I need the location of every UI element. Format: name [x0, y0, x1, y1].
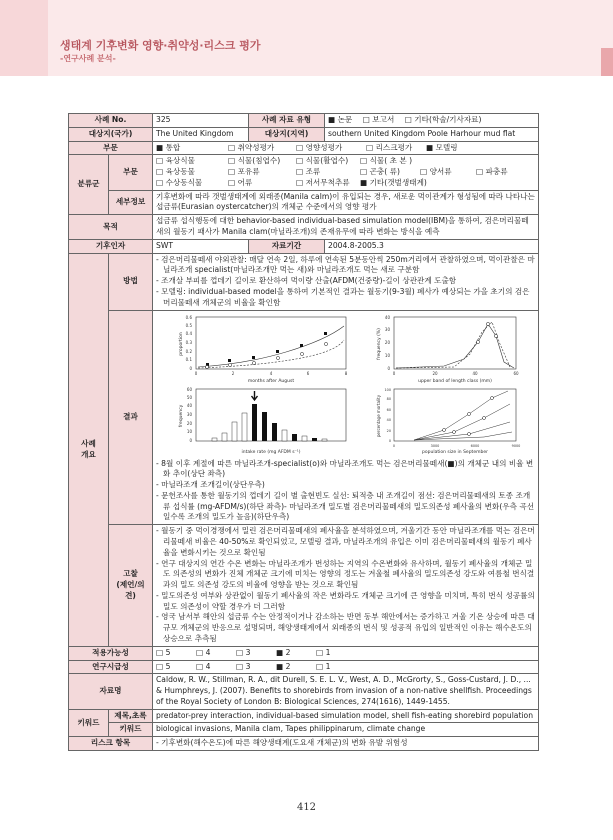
tr-ytick: 20 — [384, 339, 390, 345]
tl-ylabel: proportion — [179, 331, 184, 356]
applicability-options — [153, 646, 539, 660]
br-xlabel: population size in September — [422, 449, 488, 455]
class-opt: □ 양서류 — [420, 167, 452, 177]
header-subtitle: -연구사례 분석- — [60, 54, 116, 63]
class-opt: □ 식물( 초 본 ) — [360, 156, 413, 166]
header-accent-bar — [0, 0, 48, 76]
purpose-label: 목적 — [69, 215, 153, 240]
discussion-item: - 영국 남서부 해안의 섭금류 수는 안정적이거나 감소하는 반면 동부 해안에서는 증가하고 겨울 기온 상승에 따른 대규모 개체군의 반응으로 설명되며, 해양생태계에서 외래종의 번식 및 성공적 유입의 일반적인 이유는 해수온도의 상승으로 추측됨 — [156, 612, 535, 643]
tl-ytick: 0.3 — [185, 339, 192, 345]
discussion-label: 고찰 (제언/의견) — [109, 525, 153, 647]
class-opt: ■ 기타(갯벌생태계) — [360, 177, 427, 187]
tr-ytick: 30 — [384, 326, 390, 332]
tr-ytick: 0 — [387, 365, 390, 371]
discussion-content — [153, 525, 539, 647]
method-content — [153, 253, 539, 310]
bl-ytick: 20 — [186, 420, 192, 426]
br-ylabel: percentage mortality — [376, 394, 381, 437]
tl-xtick: 8 — [344, 370, 348, 376]
risk-label: 리스크 항목 — [69, 737, 153, 751]
br-xtick: 9000 — [511, 443, 521, 448]
case-type-options — [325, 114, 539, 128]
class-opt: □ 식물(침엽수) — [228, 156, 281, 166]
case-table — [68, 113, 539, 751]
figure-panel-bottom-right — [374, 386, 524, 458]
tl-ytick: 0.1 — [185, 356, 192, 362]
discussion-item: - 월동기 중 먹이경쟁에서 밀린 검은머리물떼새의 폐사율을 분석하였으며, 겨울기간 동안 마닐라조개를 먹는 검은머리물떼새 비율은 40-50%로 확인되었고, 모델링 결과, 마닐라조개의 유입은 이미 검은머리물떼새의 월동기 폐사율을 변화시키는 것으로 확인됨 — [156, 526, 535, 557]
tr-ylabel: frequency (%) — [377, 327, 382, 360]
detail-value: 기후변화에 따라 갯벌생태계에 외래종(Manila calm)이 유입되는 경우, 새로운 먹이관계가 형성됨에 따라 나타나는 섭금류(Eurasian oystercatcher)의 개체군 수준에서의 영향 평가 — [153, 190, 539, 215]
tl-xtick: 2 — [231, 370, 235, 376]
br-ytick: 40 — [386, 417, 391, 422]
br-xtick: 3000 — [430, 443, 440, 448]
class-label: 분류군 — [69, 155, 109, 215]
region-value: southern United Kingdom Poole Harhour mud flat — [325, 127, 539, 141]
result-content — [153, 310, 539, 525]
tr-ytick: 40 — [384, 314, 390, 320]
kw-title-value: predator-prey interaction, individual-based simulation model, shell fish-eating shorebird population — [153, 709, 539, 723]
detail-label: 세부정보 — [109, 190, 153, 215]
tl-ytick: 0 — [189, 365, 192, 371]
urgency-label: 연구시급성 — [69, 660, 153, 674]
class-opt: □ 식물(활엽수) — [296, 156, 349, 166]
tr-xlabel: upper band of length class (mm) — [418, 378, 492, 384]
tl-xtick: 6 — [306, 370, 310, 376]
tr-xtick: 0 — [392, 370, 396, 376]
urgency-opt: □ 5 — [156, 661, 171, 671]
urgency-options — [153, 660, 539, 674]
tl-points-filled — [206, 332, 327, 366]
tl-ytick: 0.6 — [185, 314, 192, 320]
page-header — [0, 0, 613, 76]
chart-proportion-months — [176, 314, 356, 384]
chart-mortality — [374, 386, 524, 458]
sector-option-3: □ 영향성평가 — [296, 142, 343, 152]
tr-xtick: 60 — [513, 370, 519, 376]
bl-xlabel: intake rate (mg AFDM s⁻¹) — [241, 449, 301, 455]
case-no-value: 325 — [153, 114, 249, 128]
class-options — [153, 155, 539, 190]
tl-ytick: 0.4 — [185, 330, 192, 336]
bl-ytick: 0 — [189, 437, 192, 443]
tr-curve-solid — [396, 324, 514, 368]
tl-xlabel: months after August — [247, 378, 295, 384]
chart-intake-rate — [176, 386, 356, 458]
tl-curve-specialist — [198, 326, 344, 367]
applic-opt: □ 3 — [236, 647, 251, 657]
type-option-report: □ 보고서 — [362, 115, 395, 124]
tr-xtick: 40 — [472, 370, 478, 376]
br-xtick: 0 — [392, 443, 396, 448]
tl-ytick: 0.2 — [185, 348, 192, 354]
result-item: - 문헌조사를 통한 월동기의 껍데기 길이 별 출현빈도 실선: 퇴적층 내 조개길이 점선: 검은머리물떼새의 토종 조개류 섭식률 (mg-AFDM/s)(하단 좌측)- 마닐라조개 밀도별 검은머리물떼새의 밀도의존성 폐사율의 변화(우측 곡선일수록 조개의 밀도가 높음)(하단우측) — [156, 490, 535, 522]
result-figure — [156, 312, 535, 459]
bl-arrow — [252, 391, 258, 400]
class-opt: □ 포유류 — [228, 167, 260, 177]
chart-length-frequency — [374, 314, 524, 384]
period-value: 2004.8-2005.3 — [325, 239, 539, 253]
class-opt: □ 육상식물 — [156, 156, 195, 166]
sector-options — [153, 141, 539, 155]
purpose-value: 섭금류 섭식행동에 대한 behavior-based individual-based simulation model(IBM)을 통하여, 검은머리물떼새의 월동기 패사가 Manila clam(마닐라조개)의 존재유무에 따라 변화는 방식을 예측 — [153, 215, 539, 240]
sector-option-1: ■ 통합 — [156, 142, 181, 152]
keyword-label: 키워드 — [69, 709, 109, 737]
class-opt: □ 어류 — [228, 177, 253, 187]
result-label: 결과 — [109, 310, 153, 525]
br-xtick: 6000 — [470, 443, 480, 448]
sector-option-2: □ 취약성평가 — [228, 142, 275, 152]
method-item: - 검은머리물떼새 야외관찰: 매달 연속 2일, 하루에 연속된 5분동안씩 250m거리에서 관찰하였으며, 먹이관찰은 마닐라조개 specialist(마닐라조개만 먹는 새)와 마닐라조개도 먹는 새로 구분함 — [156, 254, 535, 275]
type-option-paper: ■ 논문 — [328, 115, 353, 124]
method-label: 방법 — [109, 253, 153, 310]
figure-panel-bottom-left — [176, 386, 356, 458]
method-item: - 모델링: individual-based model을 통하여 기본적인 결과는 월동기(9-3월) 폐사가 예상되는 가을 초기의 검은머리물떼새 개체군의 비율을 확인함 — [156, 286, 530, 307]
reference-label: 자료명 — [69, 674, 153, 709]
bl-ytick: 10 — [186, 428, 192, 434]
summary-label: 사례 개요 — [69, 253, 109, 646]
sector-label: 부문 — [69, 141, 153, 155]
method-item: - 조개살 부피를 껍데기 길이로 환산하여 먹이량 산출(AFDM(건중량)-길이 상관관계 도출함 — [156, 276, 457, 286]
tl-curve-generalist — [198, 340, 344, 368]
kw-keyword-label: 키워드 — [109, 723, 153, 737]
figure-panel-top-left — [176, 314, 356, 384]
bl-ytick: 40 — [186, 402, 192, 408]
result-item: - 8월 이후 계절에 따른 마닐라조개-specialist(o)와 마닐라조개도 먹는 검은머리물떼새(■)의 개체군 내의 비율 변화 추이(상단 좌측) — [156, 458, 534, 479]
class-opt: □ 조류 — [296, 167, 321, 177]
urgency-opt: □ 4 — [196, 661, 211, 671]
br-ytick: 80 — [386, 396, 391, 401]
kw-keyword-value: biological invasions, Manila clam, Tapes philippinarum, climate change — [153, 723, 539, 737]
period-label: 자료기간 — [249, 239, 325, 253]
tl-xtick: 4 — [269, 370, 273, 376]
tr-curve-dashed — [396, 322, 510, 368]
br-ytick: 100 — [384, 387, 391, 392]
br-curves — [414, 391, 512, 440]
tl-ytick: 0.5 — [185, 322, 192, 328]
region-label: 대상지(지역) — [249, 127, 325, 141]
result-item: - 마닐라조개 조개길이(상단우측) — [156, 480, 265, 490]
tr-xtick: 20 — [432, 370, 438, 376]
discussion-item: - 밀도의존성 여부와 상관없이 월동기 폐사율의 작은 변화라도 개체군 크기에 큰 영향을 미치며, 특히 번식 성공률의 밀도 의존성이 약할 경우가 더 그러함 — [156, 590, 535, 611]
applic-opt: □ 1 — [316, 647, 331, 657]
applic-opt: ■ 2 — [276, 647, 291, 657]
figure-panel-top-right — [374, 314, 524, 384]
bl-ytick: 60 — [186, 386, 192, 392]
sector-option-4: □ 리스크평가 — [366, 142, 413, 152]
tl-xtick: 0 — [194, 370, 198, 376]
discussion-item: - 연구 대상지의 연간 수온 변화는 마닐라조개가 번성하는 지역의 수온변화와 유사하며, 월동기 폐사율의 개체군 밀도 의존성의 변화가 진체 개체군 크기에 미치는 영향의 정도는 겨울철 폐사율의 밀도의존성 강도와 여름철 번식결과의 밀도 의존성 강도의 비율에 영향을 받는 것으로 확인됨 — [156, 558, 535, 590]
applic-opt: □ 4 — [196, 647, 211, 657]
bl-bars — [212, 404, 327, 441]
urgency-opt: □ 1 — [316, 661, 331, 671]
applicability-label: 적용가능성 — [69, 646, 153, 660]
class-opt: □ 곤충( 류) — [360, 167, 400, 177]
result-items — [156, 459, 535, 524]
page-number: 412 — [296, 802, 317, 813]
br-ytick: 20 — [386, 428, 391, 433]
reference-value: Caldow, R. W., Stillman, R. A., dit Durell, S. E. L. V., West, A. D., McGrorty, S., Goss-Custard, J. D., ... & Humphreys, J. (2007). Benefits to shorebirds from invasion of a non-native shellfish. Proceedings of the Royal Society of London B: Biological Sciences, 274(1616), 1449-1455. — [153, 674, 539, 709]
risk-value: - 기후변화(해수온도)에 따른 해양생태계(도요새 개체군)의 변화 유발 위험성 — [153, 737, 539, 751]
kw-title-label: 제목,초록 — [109, 709, 153, 723]
case-type-label: 사례 자료 유형 — [249, 114, 325, 128]
class-opt: □ 저서무척추류 — [296, 177, 350, 187]
class-sector-label: 부문 — [109, 155, 153, 190]
class-opt: □ 육상동물 — [156, 167, 195, 177]
bl-ytick: 50 — [186, 394, 192, 400]
bl-ylabel: frequency — [179, 404, 184, 427]
header-title: 생태계 기후변화 영향·취약성·리스크 평가 — [60, 39, 261, 52]
class-opt: □ 파충류 — [476, 167, 508, 177]
factor-value: SWT — [153, 239, 249, 253]
header-side-tab — [601, 48, 613, 76]
case-no-label: 사례 No. — [69, 114, 153, 128]
sector-option-5: ■ 모델링 — [426, 142, 458, 152]
country-label: 대상지(국가) — [69, 127, 153, 141]
country-value: The United Kingdom — [153, 127, 249, 141]
bl-ytick: 30 — [186, 411, 192, 417]
urgency-opt: □ 3 — [236, 661, 251, 671]
applic-opt: □ 5 — [156, 647, 171, 657]
type-option-other: □ 기타(학술/기사자료) — [404, 115, 482, 124]
class-opt: □ 수상동식물 — [156, 177, 203, 187]
br-ytick: 0 — [388, 438, 391, 443]
br-ytick: 60 — [386, 407, 391, 412]
urgency-opt: ■ 2 — [276, 661, 291, 671]
tr-ytick: 10 — [384, 352, 390, 358]
factor-label: 기후인자 — [69, 239, 153, 253]
